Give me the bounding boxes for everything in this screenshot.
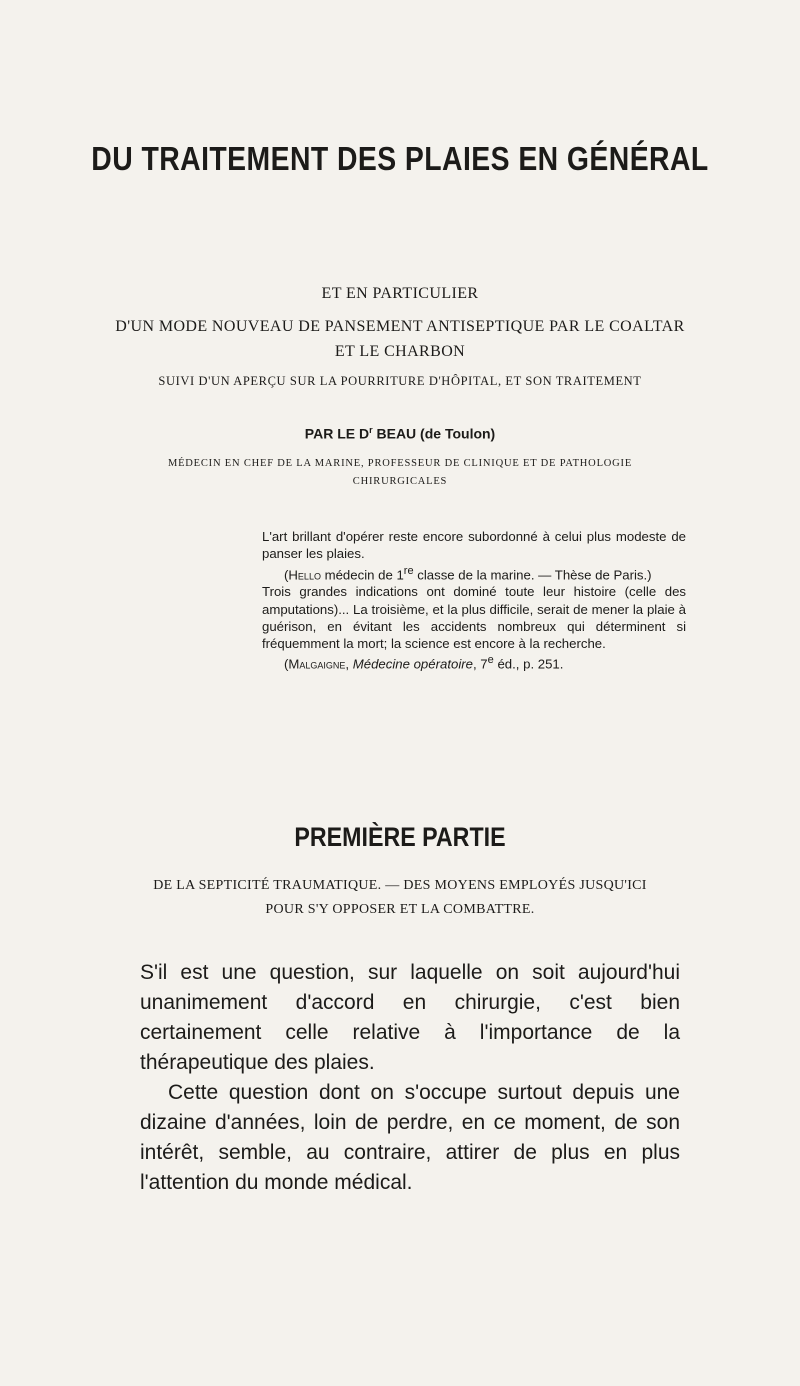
epigraph-quote-1: L'art brillant d'opérer reste encore subordonné à celui plus modeste de panser les plaies. bbox=[262, 529, 686, 562]
epigraph-citation-1: (Hello médecin de 1re classe de la marine. — Thèse de Paris.) bbox=[284, 564, 652, 582]
body-paragraph-1: S'il est une question, sur laquelle on soit aujourd'hui unanimement d'accord en chirurgie, c'est bien certainement celle relative à l'importance de la thérapeutique des plaies. bbox=[140, 961, 680, 1074]
citation-1-sup: re bbox=[403, 564, 414, 577]
subtitle-line-3: ET LE CHARBON bbox=[334, 343, 466, 360]
part-title: PREMIÈRE PARTIE bbox=[294, 822, 506, 852]
author-line bbox=[0, 425, 800, 442]
epigraph-quote-2: Trois grandes indications ont dominé toute leur histoire (celle des amputations)... La troisième, et la plus difficile, serait de mener la plaie à guérison, en évitant les accidents nombreux qui déterminent si fréquemment la mort; la science est encore à la recherche. bbox=[262, 584, 686, 652]
subtitle-suivi: SUIVI D'UN APERÇU SUR LA POURRITURE D'HÔPITAL, ET SON TRAITEMENT bbox=[158, 374, 642, 388]
citation-1-text-b: classe de la marine. — Thèse de Paris.) bbox=[413, 566, 652, 582]
author-prefix: PAR LE D bbox=[304, 425, 370, 442]
citation-2-text-b: éd., p. 251. bbox=[493, 656, 564, 672]
affiliation-line-2: CHIRURGICALES bbox=[352, 476, 448, 487]
subtitle-line-2: D'UN MODE NOUVEAU DE PANSEMENT ANTISEPTIQUE PAR LE COALTAR bbox=[115, 318, 685, 335]
author-sup: r bbox=[369, 425, 373, 435]
affiliation-line-1: MÉDECIN EN CHEF DE LA MARINE, PROFESSEUR DE CLINIQUE ET DE PATHOLOGIE bbox=[167, 458, 633, 469]
body-text bbox=[140, 958, 680, 1198]
epigraph-citation-2: (Malgaigne, Médecine opératoire, 7e éd., p. 251. bbox=[284, 654, 564, 672]
subtitle-line-1: ET EN PARTICULIER bbox=[321, 285, 479, 302]
part-subtitle-line-1: DE LA SEPTICITÉ TRAUMATIQUE. — DES MOYENS EMPLOYÉS JUSQU'ICI bbox=[153, 878, 647, 893]
citation-2-author: Malgaigne bbox=[288, 656, 346, 672]
book-title: DU TRAITEMENT DES PLAIES EN GÉNÉRAL bbox=[91, 140, 709, 177]
body-paragraph-2: Cette question dont on s'occupe surtout depuis une dizaine d'années, loin de perdre, en ce moment, de son intérêt, semble, au contraire, attirer de plus en plus l'attention du monde médical. bbox=[140, 1081, 680, 1194]
citation-1-text-a: médecin de 1 bbox=[320, 566, 404, 582]
citation-2-sup: e bbox=[487, 654, 494, 667]
epigraph bbox=[262, 528, 686, 673]
author-name: BEAU (de Toulon) bbox=[372, 425, 496, 442]
part-subtitle-line-2: POUR S'Y OPPOSER ET LA COMBATTRE. bbox=[265, 902, 535, 917]
citation-1-author: Hello bbox=[288, 566, 321, 582]
citation-2-text-a: , 7 bbox=[472, 656, 488, 672]
citation-2-work: Médecine opératoire bbox=[352, 656, 473, 672]
